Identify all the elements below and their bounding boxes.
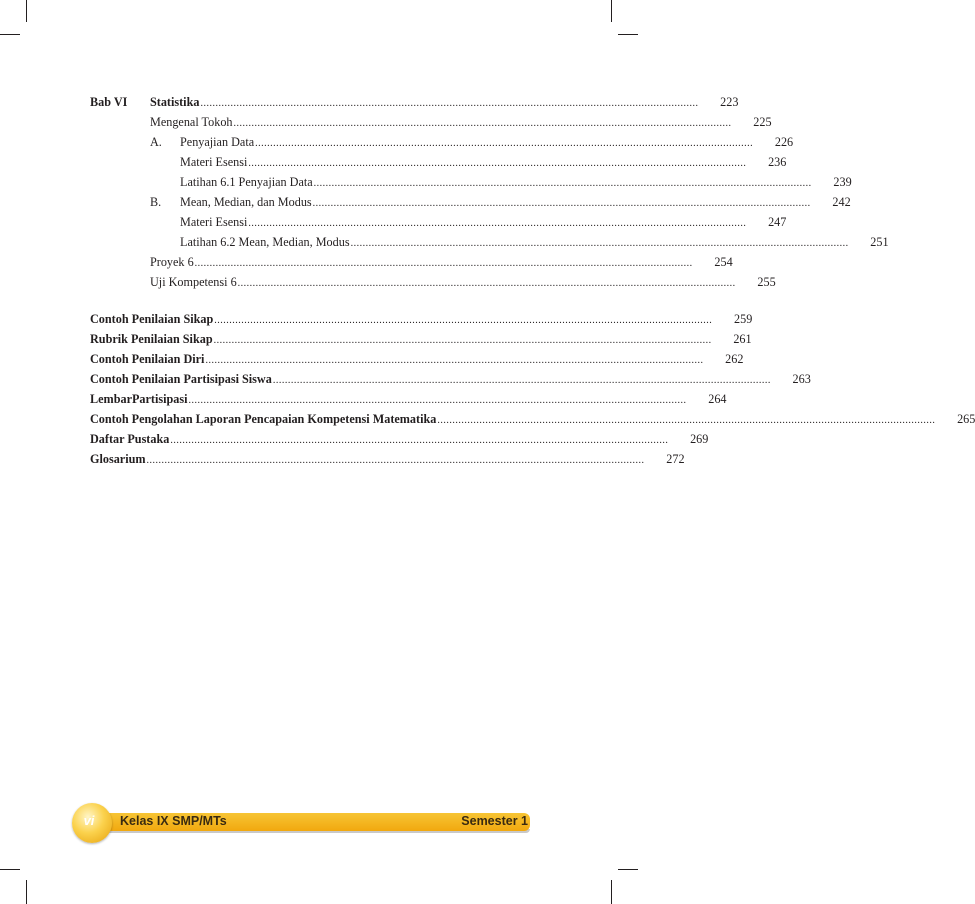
toc-entry-row[interactable] [90, 192, 851, 212]
page-number: 255 [757, 275, 776, 289]
page-number: 236 [768, 155, 787, 169]
toc-entry-row[interactable] [90, 152, 787, 172]
page-number: 264 [708, 392, 727, 406]
dot-leader: ...................................................................................................................................................................... [437, 415, 936, 426]
dot-leader: ...................................................................................................................................................................... [255, 138, 754, 149]
dot-leader: ...................................................................................................................................................................... [248, 218, 747, 229]
dot-leader: ...................................................................................................................................................................... [272, 375, 771, 386]
entry-label: Glosarium [90, 452, 146, 466]
page-number: 272 [666, 452, 685, 466]
crop-mark [0, 869, 20, 870]
page-number: 223 [720, 95, 739, 109]
toc-entry-row[interactable] [90, 132, 794, 152]
dot-leader: ...................................................................................................................................................................... [170, 435, 669, 446]
dot-leader: ...................................................................................................................................................................... [237, 278, 736, 289]
entry-label: Mengenal Tokoh [150, 115, 233, 129]
page-number: 263 [792, 372, 811, 386]
page-number: 226 [774, 135, 794, 149]
page-number-badge [72, 803, 112, 843]
crop-mark [0, 34, 20, 35]
entry-label: Uji Kompetensi 6 [150, 275, 237, 289]
toc-appendix-row[interactable] [90, 449, 685, 469]
toc-appendix-row[interactable] [90, 369, 811, 389]
crop-mark [618, 34, 638, 35]
chapter-title: Statistika [150, 95, 200, 109]
section-letter: B. [150, 195, 162, 209]
toc-chapter-row[interactable] [90, 92, 739, 112]
dot-leader: ...................................................................................................................................................................... [146, 455, 645, 466]
entry-label: Contoh Penilaian Partisipasi Siswa [90, 372, 272, 386]
page-number: 254 [714, 255, 733, 269]
table-of-contents [90, 92, 975, 469]
toc-appendix-row[interactable] [90, 349, 744, 369]
entry-label: Contoh Pengolahan Laporan Pencapaian Kompetensi Matematika [90, 412, 437, 426]
dot-leader: ...................................................................................................................................................................... [350, 238, 849, 249]
toc-appendix-row[interactable] [90, 389, 727, 409]
crop-mark [611, 880, 612, 904]
toc-entry-row[interactable] [90, 212, 787, 232]
page-number: 251 [870, 235, 889, 249]
entry-label: Proyek 6 [150, 255, 194, 269]
entry-label: Contoh Penilaian Diri [90, 352, 205, 366]
toc-appendix-row[interactable] [90, 429, 709, 449]
entry-label: Latihan 6.1 Penyajian Data [180, 175, 313, 189]
page-number: 242 [832, 195, 851, 209]
page-number: 265 [957, 412, 975, 426]
entry-label: Materi Esensi [180, 155, 248, 169]
footer-semester: Semester 1 [461, 814, 528, 828]
toc-appendix-row[interactable] [90, 409, 975, 429]
page-number: 259 [734, 312, 753, 326]
entry-label: Mean, Median, dan Modus [180, 195, 312, 209]
page-number: 262 [725, 352, 744, 366]
toc-entry-row[interactable] [90, 252, 733, 272]
entry-label: Rubrik Penilaian Sikap [90, 332, 213, 346]
dot-leader: ...................................................................................................................................................................... [200, 98, 699, 109]
dot-leader: ...................................................................................................................................................................... [188, 395, 687, 406]
crop-mark [26, 880, 27, 904]
dot-leader: ...................................................................................................................................................................... [313, 178, 812, 189]
entry-label: Contoh Penilaian Sikap [90, 312, 214, 326]
page-number: 261 [733, 332, 752, 346]
dot-leader: ...................................................................................................................................................................... [248, 158, 747, 169]
entry-label: Penyajian Data [180, 135, 255, 149]
toc-appendix-row[interactable] [90, 309, 753, 329]
entry-label: Daftar Pustaka [90, 432, 170, 446]
section-spacer [90, 292, 530, 309]
dot-leader: ...................................................................................................................................................................... [205, 355, 704, 366]
chapter-label: Bab VI [90, 95, 128, 109]
entry-label: Materi Esensi [180, 215, 248, 229]
crop-mark [611, 0, 612, 22]
section-letter: A. [150, 135, 162, 149]
page-number: 225 [753, 115, 772, 129]
toc-entry-row[interactable] [90, 272, 776, 292]
crop-mark [618, 869, 638, 870]
entry-label: LembarPartisipasi [90, 392, 188, 406]
dot-leader: ...................................................................................................................................................................... [233, 118, 732, 129]
page-number: 247 [768, 215, 787, 229]
dot-leader: ...................................................................................................................................................................... [194, 258, 693, 269]
entry-label: Latihan 6.2 Mean, Median, Modus [180, 235, 350, 249]
page-number: 239 [833, 175, 852, 189]
toc-entry-row[interactable] [90, 232, 889, 252]
toc-entry-row[interactable] [90, 112, 772, 132]
footer-page-number: vi [83, 813, 95, 828]
dot-leader: ...................................................................................................................................................................... [214, 315, 713, 326]
dot-leader: ...................................................................................................................................................................... [312, 198, 811, 209]
dot-leader: ...................................................................................................................................................................... [213, 335, 712, 346]
footer-book-title: Kelas IX SMP/MTs [120, 814, 227, 828]
crop-mark [26, 0, 27, 22]
toc-appendix-row[interactable] [90, 329, 752, 349]
page-number: 269 [690, 432, 709, 446]
toc-entry-row[interactable] [90, 172, 852, 192]
